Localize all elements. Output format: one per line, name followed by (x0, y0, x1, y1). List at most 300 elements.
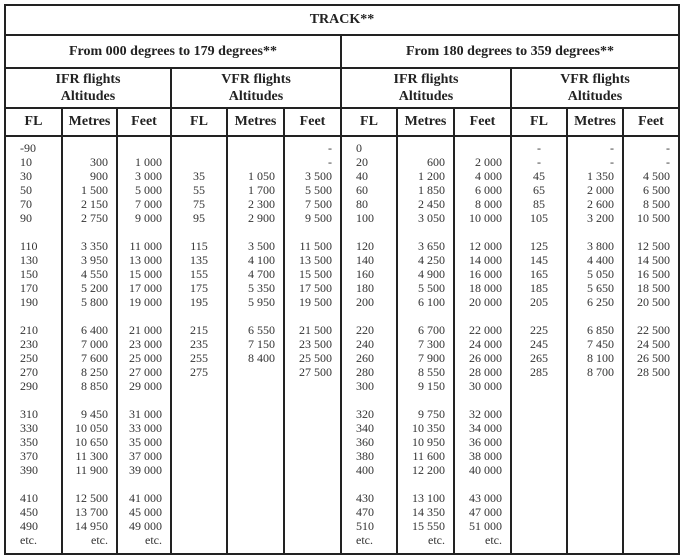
cell-value: 13 000 (129, 253, 162, 267)
cell-value: 51 000 (469, 519, 502, 533)
cell-value: 3 200 (587, 211, 614, 225)
cell-value (455, 309, 502, 323)
cell-value: 8 250 (81, 365, 108, 379)
cell-value: 275 (190, 365, 208, 379)
cell-value: 13 100 (412, 491, 445, 505)
cell-value: 20 000 (469, 295, 502, 309)
col-header-fl: FL (511, 108, 567, 136)
cell-value: 2 300 (248, 197, 275, 211)
cell-value: 1 850 (418, 183, 445, 197)
cell-value: 135 (190, 253, 208, 267)
cell-value: 32 000 (469, 407, 502, 421)
cell-value: 3 350 (81, 239, 108, 253)
cell-value: 11 000 (129, 239, 162, 253)
cell-value: 105 (530, 211, 548, 225)
cell-value: 285 (530, 365, 548, 379)
cell-value: 5 050 (587, 267, 614, 281)
col-header-feet: Feet (284, 108, 341, 136)
cell-value: 2 000 (587, 183, 614, 197)
cell-value: 4 900 (418, 267, 445, 281)
cell-value: 90 (20, 211, 32, 225)
cell-value: 260 (356, 351, 374, 365)
cell-value: 380 (356, 449, 374, 463)
cell-value: 11 600 (412, 449, 445, 463)
cell-value: etc. (145, 533, 162, 547)
cell-value: 10 350 (412, 421, 445, 435)
cell-value: 215 (190, 323, 208, 337)
cell-value (356, 309, 396, 323)
cell-value: 115 (190, 239, 208, 253)
cell-value: 14 350 (412, 505, 445, 519)
cell-value: 6 400 (81, 323, 108, 337)
col-ifr-west-fl (341, 136, 397, 554)
col-header-metres: Metres (397, 108, 454, 136)
track-altitude-table (4, 4, 680, 555)
ifr-header-west: IFR flights Altitudes (341, 68, 511, 108)
cell-value (356, 477, 396, 491)
cell-value: 41 000 (129, 491, 162, 505)
cell-value: 160 (356, 267, 374, 281)
cell-value: 1 500 (81, 183, 108, 197)
cell-value: 47 000 (469, 505, 502, 519)
cell-value: 50 (20, 183, 32, 197)
cell-value: 245 (530, 337, 548, 351)
cell-value: 10 950 (412, 435, 445, 449)
track-group-180-359: From 180 degrees to 359 degrees** (341, 35, 679, 68)
cell-value: 3 800 (587, 239, 614, 253)
cell-value: 17 000 (129, 281, 162, 295)
cell-value (568, 225, 614, 239)
cell-value: - (666, 155, 670, 169)
cell-value: 290 (20, 379, 38, 393)
cell-value (118, 477, 162, 491)
cell-value: 8 000 (475, 197, 502, 211)
cell-value: 9 450 (81, 407, 108, 421)
cell-value: 19 000 (129, 295, 162, 309)
cell-value: 13 700 (75, 505, 108, 519)
cell-value: 600 (427, 155, 445, 169)
cell-value: 11 500 (299, 239, 332, 253)
cell-value: 22 000 (469, 323, 502, 337)
cell-value: 3 950 (81, 253, 108, 267)
cell-value: 8 700 (587, 365, 614, 379)
cell-value: 12 000 (469, 239, 502, 253)
cell-value: 6 500 (643, 183, 670, 197)
cell-value: 9 750 (418, 407, 445, 421)
cell-value: 20 (356, 155, 368, 169)
cell-value: 15 550 (412, 519, 445, 533)
col-ifr-east-fl (5, 136, 62, 554)
cell-value: 24 000 (469, 337, 502, 351)
cell-value: 255 (190, 351, 208, 365)
cell-value: 10 650 (75, 435, 108, 449)
cell-value: 29 000 (129, 379, 162, 393)
cell-value (356, 393, 396, 407)
cell-value: 4 250 (418, 253, 445, 267)
cell-value: 330 (20, 421, 38, 435)
cell-value: 5 350 (248, 281, 275, 295)
col-vfr-east-fl (171, 136, 227, 554)
cell-value: 7 900 (418, 351, 445, 365)
cell-value (624, 309, 670, 323)
cell-value: 410 (20, 491, 38, 505)
cell-value: 165 (530, 267, 548, 281)
cell-value (118, 393, 162, 407)
col-header-feet: Feet (454, 108, 511, 136)
cell-value: 8 500 (643, 197, 670, 211)
cell-value: etc. (356, 533, 373, 547)
cell-value (285, 225, 332, 239)
cell-value: 130 (20, 253, 38, 267)
cell-value (20, 309, 61, 323)
col-ifr-east-metres (62, 136, 117, 554)
cell-value: 510 (356, 519, 374, 533)
cell-value: 6 000 (475, 183, 502, 197)
cell-value: 39 000 (129, 463, 162, 477)
cell-value: 340 (356, 421, 374, 435)
cell-value: 21 000 (129, 323, 162, 337)
col-vfr-west-metres (567, 136, 623, 554)
cell-value: 15 500 (299, 267, 332, 281)
cell-value: 25 000 (129, 351, 162, 365)
cell-value: 4 100 (248, 253, 275, 267)
cell-value: 27 000 (129, 365, 162, 379)
col-header-fl: FL (341, 108, 397, 136)
cell-value (63, 309, 108, 323)
cell-value: 7 300 (418, 337, 445, 351)
cell-value (356, 225, 396, 239)
cell-value: 3 050 (418, 211, 445, 225)
cell-value: 5 950 (248, 295, 275, 309)
cell-value: 10 000 (469, 211, 502, 225)
cell-value (398, 393, 445, 407)
cell-value: 300 (356, 379, 374, 393)
cell-value: 265 (530, 351, 548, 365)
cell-value: 250 (20, 351, 38, 365)
col-header-fl: FL (5, 108, 62, 136)
cell-value: 155 (190, 267, 208, 281)
cell-value: 12 200 (412, 463, 445, 477)
cell-value: 300 (90, 155, 108, 169)
cell-value: 60 (356, 183, 368, 197)
cell-value: 13 500 (299, 253, 332, 267)
cell-value: 900 (90, 169, 108, 183)
cell-value: 3 000 (135, 169, 162, 183)
cell-value (172, 309, 226, 323)
data-row (5, 136, 679, 554)
cell-value: 470 (356, 505, 374, 519)
col-ifr-east-feet (117, 136, 171, 554)
cell-value: 14 500 (637, 253, 670, 267)
cell-value: 230 (20, 337, 38, 351)
cell-value: 28 500 (637, 365, 670, 379)
vfr-header-west: VFR flights Altitudes (511, 68, 679, 108)
cell-value: 2 000 (475, 155, 502, 169)
cell-value: 38 000 (469, 449, 502, 463)
cell-value: etc. (428, 533, 445, 547)
cell-value: 2 150 (81, 197, 108, 211)
col-ifr-west-feet (454, 136, 511, 554)
cell-value: 2 600 (587, 197, 614, 211)
cell-value: 5 650 (587, 281, 614, 295)
cell-value: 430 (356, 491, 374, 505)
cell-value: 35 (193, 169, 205, 183)
cell-value: 8 550 (418, 365, 445, 379)
cell-value: 0 (356, 141, 362, 155)
cell-value: 6 550 (248, 323, 275, 337)
cell-value (228, 155, 275, 169)
cell-value: 21 500 (299, 323, 332, 337)
cell-value: 110 (20, 239, 38, 253)
cell-value: 6 100 (418, 295, 445, 309)
cell-value: 43 000 (469, 491, 502, 505)
cell-value: 5 500 (418, 281, 445, 295)
cell-value (20, 477, 61, 491)
col-ifr-west-metres (397, 136, 454, 554)
cell-value: 3 650 (418, 239, 445, 253)
cell-value: 26 000 (469, 351, 502, 365)
cell-value: 140 (356, 253, 374, 267)
cell-value: 37 000 (129, 449, 162, 463)
col-vfr-west-feet (623, 136, 679, 554)
cell-value: 12 500 (75, 491, 108, 505)
cell-value: 15 000 (129, 267, 162, 281)
cell-value: 7 600 (81, 351, 108, 365)
col-header-feet: Feet (623, 108, 679, 136)
cell-value: 17 500 (299, 281, 332, 295)
cell-value: 9 000 (135, 211, 162, 225)
cell-value: 7 000 (135, 197, 162, 211)
cell-value: 4 400 (587, 253, 614, 267)
cell-value: 20 500 (637, 295, 670, 309)
cell-value: 2 900 (248, 211, 275, 225)
cell-value (455, 477, 502, 491)
col-vfr-east-feet (284, 136, 341, 554)
cell-value: 270 (20, 365, 38, 379)
cell-value: 55 (193, 183, 205, 197)
cell-value: 180 (356, 281, 374, 295)
cell-value: 320 (356, 407, 374, 421)
cell-value: 3 500 (248, 239, 275, 253)
cell-value: 36 000 (469, 435, 502, 449)
cell-value (20, 225, 61, 239)
cell-value: 5 500 (305, 183, 332, 197)
cell-value: 95 (193, 211, 205, 225)
cell-value: 75 (193, 197, 205, 211)
cell-value: 4 700 (248, 267, 275, 281)
cell-value (20, 393, 61, 407)
col-header-fl: FL (171, 108, 227, 136)
cell-value: 80 (356, 197, 368, 211)
cell-value: 10 050 (75, 421, 108, 435)
cell-value: etc. (91, 533, 108, 547)
cell-value: 200 (356, 295, 374, 309)
cell-value: 40 000 (469, 463, 502, 477)
cell-value (455, 141, 502, 155)
cell-value: 6 700 (418, 323, 445, 337)
cell-value: 23 500 (299, 337, 332, 351)
cell-value (63, 225, 108, 239)
cell-value: 490 (20, 519, 38, 533)
cell-value (455, 393, 502, 407)
cell-value: etc. (485, 533, 502, 547)
col-header-metres: Metres (567, 108, 623, 136)
col-vfr-west-fl (511, 136, 567, 554)
cell-value: -90 (20, 141, 36, 155)
cell-value: 1 350 (587, 169, 614, 183)
cell-value: 210 (20, 323, 38, 337)
cell-value: 195 (190, 295, 208, 309)
cell-value: 205 (530, 295, 548, 309)
cell-value: 370 (20, 449, 38, 463)
column-header-row (5, 108, 679, 136)
cell-value (455, 225, 502, 239)
cell-value: 45 000 (129, 505, 162, 519)
cell-value: 24 500 (637, 337, 670, 351)
cell-value: 175 (190, 281, 208, 295)
cell-value (624, 225, 670, 239)
cell-value (118, 141, 162, 155)
cell-value: 30 000 (469, 379, 502, 393)
col-header-metres: Metres (227, 108, 284, 136)
cell-value: 6 850 (587, 323, 614, 337)
cell-value (118, 225, 162, 239)
cell-value: - (537, 141, 541, 155)
cell-value: 125 (530, 239, 548, 253)
cell-value: 4 550 (81, 267, 108, 281)
cell-value: 5 200 (81, 281, 108, 295)
cell-value: 23 000 (129, 337, 162, 351)
cell-value (398, 309, 445, 323)
cell-value: 3 500 (305, 169, 332, 183)
cell-value: 10 (20, 155, 32, 169)
cell-value (512, 225, 566, 239)
cell-value: 5 000 (135, 183, 162, 197)
cell-value (398, 225, 445, 239)
cell-value: 120 (356, 239, 374, 253)
cell-value: 310 (20, 407, 38, 421)
cell-value: 33 000 (129, 421, 162, 435)
cell-value: 4 500 (643, 169, 670, 183)
cell-value: 1 200 (418, 169, 445, 183)
cell-value: 1 050 (248, 169, 275, 183)
cell-value (398, 141, 445, 155)
cell-value: 65 (533, 183, 545, 197)
cell-value: 185 (530, 281, 548, 295)
vfr-header-east: VFR flights Altitudes (171, 68, 341, 108)
cell-value: 100 (356, 211, 374, 225)
cell-value: 14 000 (469, 253, 502, 267)
cell-value: 26 500 (637, 351, 670, 365)
cell-value: 22 500 (637, 323, 670, 337)
cell-value: 45 (533, 169, 545, 183)
cell-value: 450 (20, 505, 38, 519)
cell-value: 40 (356, 169, 368, 183)
cell-value: 145 (530, 253, 548, 267)
cell-value: 7 500 (305, 197, 332, 211)
cell-value: 11 300 (75, 449, 108, 463)
cell-value: 31 000 (129, 407, 162, 421)
cell-value: 70 (20, 197, 32, 211)
cell-value (512, 309, 566, 323)
cell-value: 360 (356, 435, 374, 449)
cell-value: 7 000 (81, 337, 108, 351)
table-title: TRACK** (5, 5, 679, 35)
cell-value: - (610, 155, 614, 169)
cell-value: - (610, 141, 614, 155)
cell-value: 9 150 (418, 379, 445, 393)
cell-value: 235 (190, 337, 208, 351)
cell-value: 7 450 (587, 337, 614, 351)
cell-value: 170 (20, 281, 38, 295)
cell-value: 225 (530, 323, 548, 337)
cell-value: 2 450 (418, 197, 445, 211)
cell-value: 390 (20, 463, 38, 477)
track-group-000-179: From 000 degrees to 179 degrees** (5, 35, 341, 68)
cell-value: 10 500 (637, 211, 670, 225)
cell-value: 16 000 (469, 267, 502, 281)
cell-value (63, 393, 108, 407)
cell-value (228, 309, 275, 323)
cell-value: 28 000 (469, 365, 502, 379)
cell-value: 16 500 (637, 267, 670, 281)
cell-value: 7 150 (248, 337, 275, 351)
cell-value: 8 400 (248, 351, 275, 365)
cell-value: 150 (20, 267, 38, 281)
cell-value: 9 500 (305, 211, 332, 225)
cell-value: 27 500 (299, 365, 332, 379)
col-header-metres: Metres (62, 108, 117, 136)
cell-value: - (328, 141, 332, 155)
cell-value: 190 (20, 295, 38, 309)
cell-value (118, 309, 162, 323)
cell-value: 1 000 (135, 155, 162, 169)
cell-value: - (328, 155, 332, 169)
cell-value (398, 477, 445, 491)
cell-value (63, 141, 108, 155)
cell-value: 30 (20, 169, 32, 183)
cell-value: 8 850 (81, 379, 108, 393)
cell-value: 1 700 (248, 183, 275, 197)
cell-value: etc. (20, 533, 37, 547)
cell-value: 19 500 (299, 295, 332, 309)
cell-value: 12 500 (637, 239, 670, 253)
cell-value: 35 000 (129, 435, 162, 449)
ifr-header-east: IFR flights Altitudes (5, 68, 171, 108)
cell-value: 18 500 (637, 281, 670, 295)
cell-value: 8 100 (587, 351, 614, 365)
cell-value (228, 141, 275, 155)
cell-value (63, 477, 108, 491)
cell-value: 350 (20, 435, 38, 449)
cell-value: 2 750 (81, 211, 108, 225)
cell-value (172, 225, 226, 239)
cell-value (172, 155, 226, 169)
cell-value: 220 (356, 323, 374, 337)
col-header-feet: Feet (117, 108, 171, 136)
cell-value: 4 000 (475, 169, 502, 183)
cell-value (568, 309, 614, 323)
cell-value: 5 800 (81, 295, 108, 309)
cell-value: - (666, 141, 670, 155)
cell-value: 14 950 (75, 519, 108, 533)
cell-value: 240 (356, 337, 374, 351)
cell-value: 85 (533, 197, 545, 211)
cell-value: 25 500 (299, 351, 332, 365)
cell-value: 400 (356, 463, 374, 477)
cell-value (285, 309, 332, 323)
cell-value: 6 250 (587, 295, 614, 309)
